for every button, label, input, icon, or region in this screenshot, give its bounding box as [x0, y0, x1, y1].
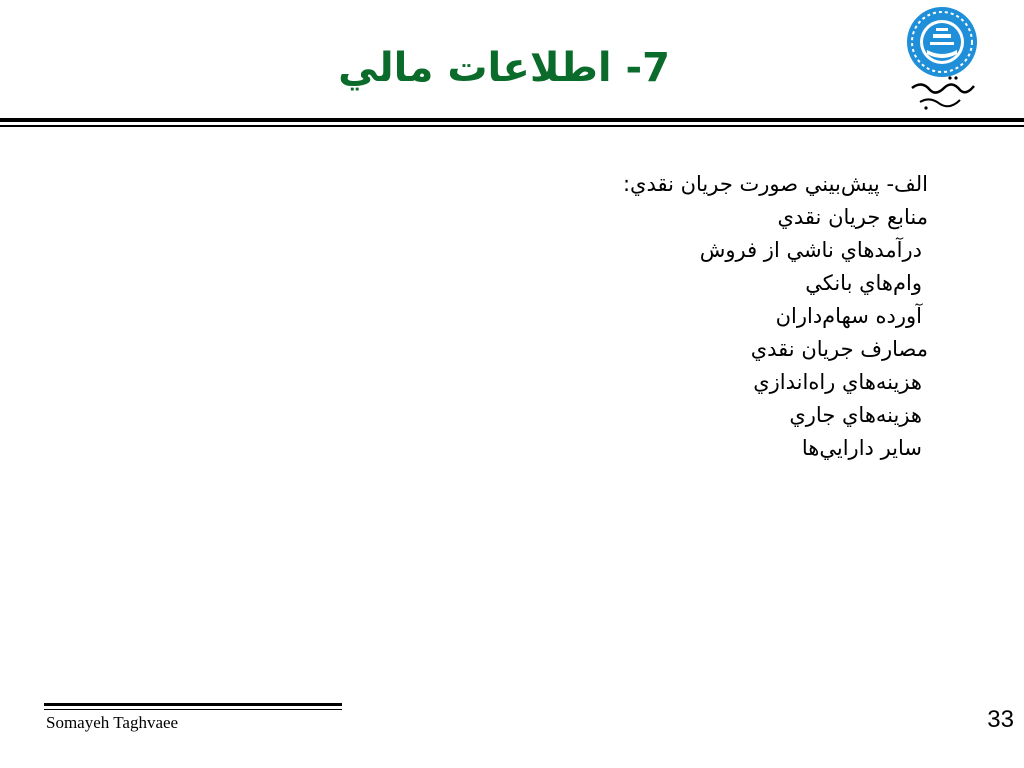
- slide-title: 7- اطلاعات مالي: [338, 45, 670, 91]
- list-item-other-assets: ساير دارايي‌ها: [801, 436, 922, 460]
- list-item-bank-loans: وام‌هاي بانكي: [805, 271, 922, 295]
- section-heading: الف- پيش‌بيني صورت جريان نقدي:: [622, 172, 928, 196]
- list-item-uses: مصارف جريان نقدي: [750, 337, 928, 361]
- list-item-startup-costs: هزينه‌هاي راه‌اندازي: [753, 370, 922, 394]
- list-item-sales-income: درآمدهاي ناشي از فروش: [699, 238, 922, 262]
- header-divider-thin: [0, 125, 1024, 127]
- list-item-sources: منابع جريان نقدي: [777, 205, 928, 229]
- list-item-current-costs: هزينه‌هاي جاري: [789, 403, 922, 427]
- university-emblem-icon: [900, 4, 992, 118]
- university-logo: [900, 4, 992, 118]
- list-item-shareholder-equity: آورده سهام‌داران: [775, 304, 922, 328]
- page-number: 33: [987, 706, 1014, 733]
- header-divider-thick: [0, 118, 1024, 122]
- footer-divider-thick: [44, 703, 342, 706]
- slide-body: [428, 168, 928, 465]
- footer-divider-thin: [44, 709, 342, 710]
- footer-author: Somayeh Taghvaee: [46, 713, 179, 732]
